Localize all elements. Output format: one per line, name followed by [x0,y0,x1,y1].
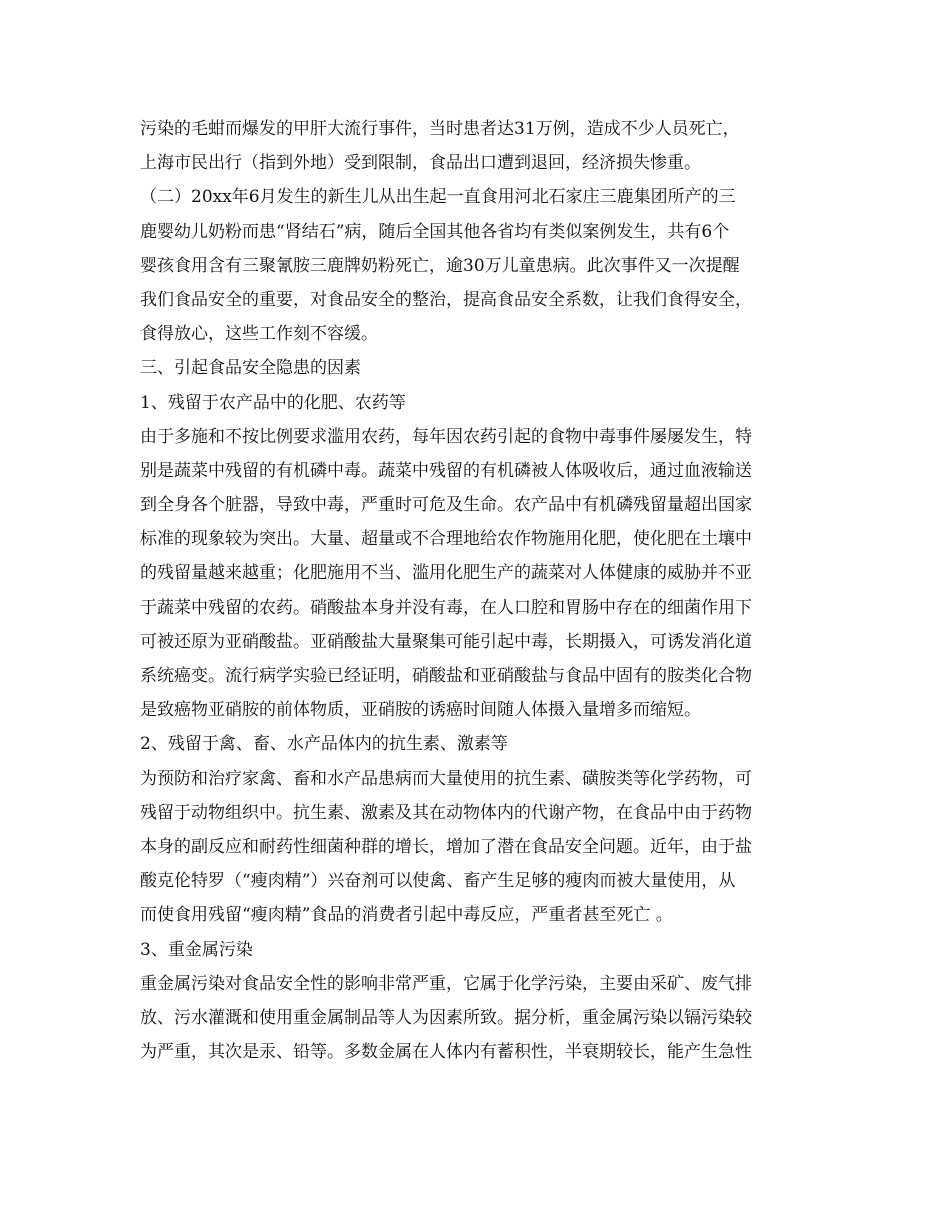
text-line: 的残留量越来越重；化肥施用不当、滥用化肥生产的蔬菜对人体健康的威胁并不亚 [140,563,752,584]
text-line: 而使食用残留“瘦肉精”食品的消费者引起中毒反应，严重者甚至死亡 。 [140,905,673,926]
text-line: 为预防和治疗家禽、畜和水产品患病而大量使用的抗生素、磺胺类等化学药物，可 [140,768,752,789]
text-line: 食得放心，这些工作刻不容缓。 [140,324,378,345]
text-line: 残留于动物组织中。抗生素、激素及其在动物体内的代谢产物，在食品中由于药物 [140,802,752,823]
text-line: 到全身各个脏器，导致中毒，严重时可危及生命。农产品中有机磷残留量超出国家 [140,495,752,516]
section-heading: 三、引起食品安全隐患的因素 [140,358,361,379]
text-line: 酸克伦特罗（“瘦肉精”）兴奋剂可以使禽、畜产生足够的瘦肉而被大量使用，从 [140,871,736,892]
text-line: 系统癌变。流行病学实验已经证明，硝酸盐和亚硝酸盐与食品中固有的胺类化合物 [140,666,752,686]
text-line: 上海市民出行（指到外地）受到限制，食品出口遭到退回，经济损失惨重。 [140,153,701,174]
text-line: （二）20xx年6月发生的新生儿从出生起一直食用河北石家庄三鹿集团所产的三 [140,187,736,208]
text-line: 为严重，其次是汞、铅等。多数金属在人体内有蓄积性，半衰期较长，能产生急性 [140,1042,752,1063]
text-line: 污染的毛蚶而爆发的甲肝大流行事件，当时患者达31万例，造成不少人员死亡， [140,119,740,139]
text-line: 可被还原为亚硝酸盐。亚硝酸盐大量聚集可能引起中毒，长期摄入，可诱发消化道 [140,631,752,652]
subsection-heading: 3、重金属污染 [140,939,253,960]
document-body [140,112,812,1069]
text-line: 本身的副反应和耐药性细菌种群的增长，增加了潜在食品安全问题。近年，由于盐 [140,836,752,857]
text-line: 于蔬菜中残留的农药。硝酸盐本身并没有毒，在人口腔和胃肠中存在的细菌作用下 [140,597,752,618]
text-line: 鹿婴幼儿奶粉而患“肾结石”病，随后全国其他各省均有类似案例发生，共有6个 [140,221,730,242]
text-line: 重金属污染对食品安全性的影响非常严重，它属于化学污染，主要由采矿、废气排 [140,973,752,994]
text-line: 由于多施和不按比例要求滥用农药，每年因农药引起的食物中毒事件屡屡发生，特 [140,426,752,447]
text-line: 是致癌物亚硝胺的前体物质，亚硝胺的诱癌时间随人体摄入量增多而缩短。 [140,700,701,721]
text-line: 别是蔬菜中残留的有机磷中毒。蔬菜中残留的有机磷被人体吸收后，通过血液输送 [140,460,752,481]
text-line: 婴孩食用含有三聚氰胺三鹿牌奶粉死亡，逾30万儿童患病。此次事件又一次提醒 [140,255,740,276]
text-line: 放、污水灌溉和使用重金属制品等人为因素所致。据分析，重金属污染以镉污染较 [140,1007,752,1028]
text-line: 我们食品安全的重要，对食品安全的整治，提高食品安全系数，让我们食得安全， [140,289,752,310]
subsection-heading: 1、残留于农产品中的化肥、农药等 [140,392,406,413]
text-line: 标准的现象较为突出。大量、超量或不合理地给农作物施用化肥，使化肥在土壤中 [140,529,752,550]
subsection-heading: 2、残留于禽、畜、水产品体内的抗生素、激素等 [140,734,508,755]
